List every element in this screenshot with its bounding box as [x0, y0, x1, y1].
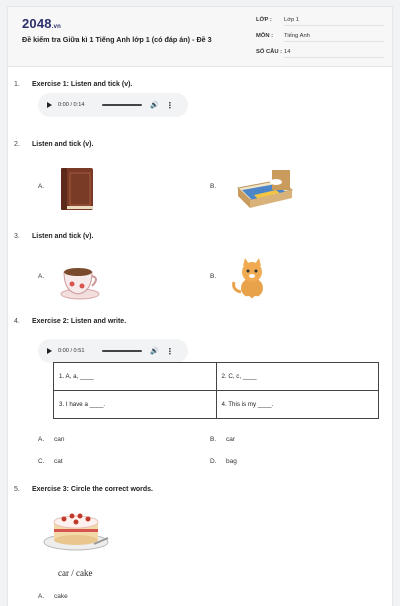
question-3 [14, 233, 93, 240]
option-a-label[interactable]: A. [38, 183, 45, 190]
question-text: Listen and tick (v). [32, 141, 94, 148]
exam-title: Đề kiểm tra Giữa kì 1 Tiếng Anh lớp 1 (có đáp án) - Đề 3 [22, 35, 212, 44]
question-text: Exercise 3: Circle the correct words. [32, 486, 153, 493]
volume-icon[interactable]: 🔊 [150, 348, 159, 355]
meta-socau [256, 49, 384, 55]
answer-a-label[interactable]: A. [38, 593, 45, 600]
table-row [54, 391, 379, 419]
meta-mon-label: MÔN : [256, 33, 274, 39]
option-b-label[interactable]: B. [210, 183, 217, 190]
answer-a-label[interactable]: A. [38, 436, 45, 443]
question-number: 1. [14, 81, 20, 88]
question-text: Exercise 1: Listen and tick (v). [32, 81, 133, 88]
question-number: 4. [14, 318, 20, 325]
answer-b-label[interactable]: B. [210, 436, 217, 443]
meta-socau-label: SỐ CÂU : [256, 49, 283, 55]
meta-lop-label: LỚP : [256, 17, 272, 23]
audio-player [38, 93, 188, 117]
question-4 [14, 318, 126, 325]
question-number: 2. [14, 141, 20, 148]
answer-c-text[interactable]: cat [54, 458, 63, 465]
word-choice: car / cake [58, 568, 93, 578]
cat-image [228, 256, 272, 302]
table-cell: 3. I have a ____. [54, 391, 217, 419]
bed-image [232, 164, 296, 216]
audio-progress-bar[interactable] [102, 350, 142, 352]
meta-divider [284, 41, 384, 42]
play-icon[interactable] [47, 102, 52, 108]
option-a-label[interactable]: A. [38, 273, 45, 280]
answer-d-text[interactable]: bag [226, 458, 237, 465]
meta-lop [256, 17, 384, 23]
volume-icon[interactable]: 🔊 [150, 102, 159, 109]
meta-mon [256, 33, 384, 39]
question-number: 3. [14, 233, 20, 240]
cup-image [58, 258, 102, 300]
question-2 [14, 141, 93, 148]
question-1 [14, 81, 132, 88]
table-row [54, 363, 379, 391]
more-vert-icon[interactable]: ⋮ [165, 346, 174, 356]
question-text: Listen and tick (v). [32, 233, 94, 240]
audio-player [38, 339, 188, 363]
audio-time: 0:00 / 0:14 [58, 102, 85, 108]
audio-progress-bar[interactable] [102, 104, 142, 106]
meta-lop-value: Lớp 1 [284, 17, 300, 23]
play-icon[interactable] [47, 348, 52, 354]
answer-c-label[interactable]: C. [38, 458, 45, 465]
meta-divider [284, 25, 384, 26]
table-cell: 2. C, c, ____ [216, 363, 379, 391]
exam-header [8, 7, 392, 67]
cake-image [42, 502, 110, 552]
meta-divider [284, 57, 384, 58]
answer-a-text[interactable]: cake [54, 593, 68, 600]
meta-mon-value: Tiếng Anh [284, 33, 310, 39]
site-logo[interactable] [22, 16, 61, 31]
question-5 [14, 486, 153, 493]
table-cell: 1. A, a, ____ [54, 363, 217, 391]
question-number: 5. [14, 486, 20, 493]
book-image [58, 164, 96, 212]
meta-socau-value: 14 [284, 49, 291, 55]
question-text: Exercise 2: Listen and write. [32, 318, 127, 325]
table-cell: 4. This is my ____. [216, 391, 379, 419]
brand-name: 2048 [22, 16, 52, 31]
more-vert-icon[interactable]: ⋮ [165, 100, 174, 110]
option-b-label[interactable]: B. [210, 273, 217, 280]
audio-time: 0:00 / 0:51 [58, 348, 85, 354]
fill-in-table [53, 362, 379, 419]
answer-d-label[interactable]: D. [210, 458, 217, 465]
answer-a-text[interactable]: can [54, 436, 65, 443]
answer-b-text[interactable]: car [226, 436, 236, 443]
brand-suffix: .vn [51, 24, 62, 30]
